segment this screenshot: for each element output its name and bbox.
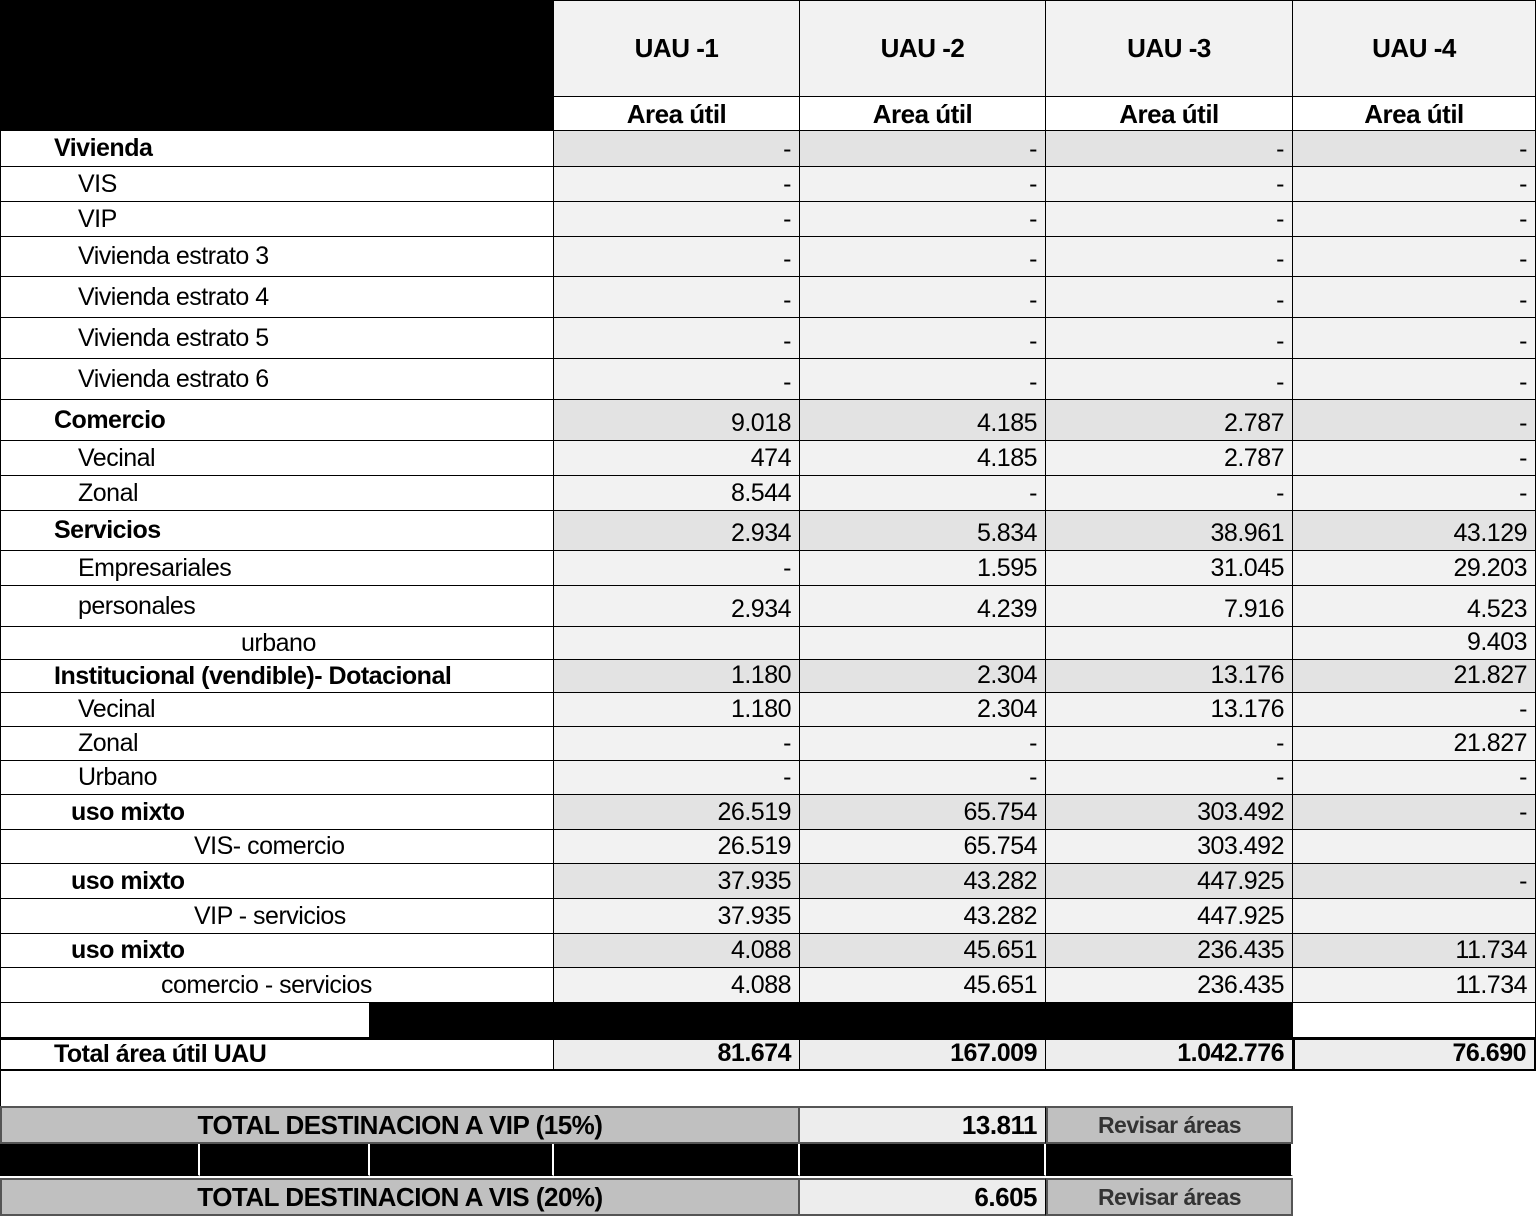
column-subheader-area: Area útil	[800, 97, 1046, 131]
area-value-cell[interactable]: -	[1046, 318, 1293, 359]
area-value-cell[interactable]: -	[1293, 237, 1536, 277]
area-value-cell[interactable]: -	[554, 131, 800, 167]
area-value-cell[interactable]: -	[1293, 131, 1536, 167]
area-value-cell[interactable]: 2.934	[554, 511, 800, 551]
area-value-cell[interactable]: 9.018	[554, 400, 800, 441]
area-value-cell[interactable]: 2.787	[1046, 441, 1293, 476]
column-subheader-area: Area útil	[1046, 97, 1293, 131]
area-value-cell[interactable]: -	[1046, 277, 1293, 318]
category-row-label: uso mixto	[0, 795, 554, 830]
area-value-cell[interactable]: -	[1046, 131, 1293, 167]
area-value-cell[interactable]: 11.734	[1293, 934, 1536, 968]
area-value-cell[interactable]: -	[1293, 476, 1536, 511]
subcategory-row-label: Vecinal	[0, 693, 554, 727]
category-row-label: Servicios	[0, 511, 554, 551]
area-value-cell[interactable]: -	[800, 359, 1046, 400]
area-value-cell[interactable]: 4.185	[800, 441, 1046, 476]
area-value-cell[interactable]: 43.282	[800, 899, 1046, 934]
area-value-cell[interactable]: 1.180	[554, 660, 800, 693]
area-value-cell[interactable]: 1.180	[554, 693, 800, 727]
area-value-cell[interactable]: 447.925	[1046, 899, 1293, 934]
review-areas-status[interactable]: Revisar áreas	[1046, 1178, 1293, 1216]
area-value-cell[interactable]: -	[554, 318, 800, 359]
area-value-cell[interactable]: 45.651	[800, 934, 1046, 968]
area-value-cell[interactable]: -	[1293, 318, 1536, 359]
area-value-cell[interactable]: 65.754	[800, 795, 1046, 830]
area-value-cell[interactable]: -	[554, 761, 800, 795]
subcategory-row-label: Vivienda estrato 6	[0, 359, 554, 400]
area-value-cell[interactable]: 26.519	[554, 830, 800, 864]
subcategory-row-label: Vecinal	[0, 441, 554, 476]
area-value-cell[interactable]: -	[1293, 167, 1536, 202]
area-value-cell[interactable]: -	[800, 237, 1046, 277]
area-value-cell[interactable]: -	[800, 761, 1046, 795]
subcategory-row-label: VIP - servicios	[0, 899, 554, 934]
subcategory-row-label: Zonal	[0, 476, 554, 511]
area-value-cell[interactable]: -	[800, 202, 1046, 237]
spacer-black-cell	[554, 1003, 800, 1038]
area-value-cell[interactable]: -	[800, 131, 1046, 167]
area-value-cell[interactable]: 11.734	[1293, 968, 1536, 1003]
area-value-cell[interactable]: -	[1293, 864, 1536, 899]
category-row-label: Institucional (vendible)- Dotacional	[0, 660, 554, 693]
area-value-cell[interactable]	[554, 627, 800, 660]
area-value-cell[interactable]: -	[1046, 359, 1293, 400]
area-value-cell[interactable]: -	[554, 237, 800, 277]
area-value-cell[interactable]: 2.934	[554, 586, 800, 627]
column-subheader-area: Area útil	[1293, 97, 1536, 131]
area-value-cell[interactable]: 4.088	[554, 934, 800, 968]
area-value-cell[interactable]: -	[800, 476, 1046, 511]
category-row-label: uso mixto	[0, 864, 554, 899]
total-value-cell[interactable]: 1.042.776	[1046, 1038, 1293, 1071]
area-value-cell[interactable]: 31.045	[1046, 551, 1293, 586]
area-value-cell[interactable]: 8.544	[554, 476, 800, 511]
category-row-label: uso mixto	[0, 934, 554, 968]
column-header-uau[interactable]: UAU -1	[554, 0, 800, 97]
area-value-cell[interactable]: 2.304	[800, 693, 1046, 727]
area-value-cell[interactable]: -	[554, 202, 800, 237]
subcategory-row-label: VIS- comercio	[0, 830, 554, 864]
subcategory-row-label: VIS	[0, 167, 554, 202]
separator-black-cell	[554, 1144, 800, 1176]
area-value-cell[interactable]: 1.595	[800, 551, 1046, 586]
subcategory-row-label: Zonal	[0, 727, 554, 761]
area-value-cell[interactable]: -	[800, 727, 1046, 761]
total-value-cell[interactable]: 81.674	[554, 1038, 800, 1071]
subcategory-row-label: Vivienda estrato 3	[0, 237, 554, 277]
area-value-cell[interactable]: -	[554, 359, 800, 400]
area-value-cell[interactable]: 4.523	[1293, 586, 1536, 627]
area-value-cell[interactable]: -	[800, 277, 1046, 318]
column-subheader-area: Area útil	[554, 97, 800, 131]
area-value-cell[interactable]: 4.239	[800, 586, 1046, 627]
column-header-uau[interactable]: UAU -4	[1293, 0, 1536, 97]
area-value-cell[interactable]: -	[554, 551, 800, 586]
area-value-cell[interactable]: -	[554, 727, 800, 761]
area-value-cell[interactable]: 7.916	[1046, 586, 1293, 627]
subcategory-row-label: Empresariales	[0, 551, 554, 586]
area-value-cell[interactable]	[1293, 899, 1536, 934]
area-value-cell[interactable]: 13.176	[1046, 660, 1293, 693]
area-value-cell[interactable]: -	[800, 318, 1046, 359]
area-value-cell[interactable]: 13.176	[1046, 693, 1293, 727]
total-value-cell[interactable]: 167.009	[800, 1038, 1046, 1071]
column-header-uau[interactable]: UAU -3	[1046, 0, 1293, 97]
area-value-cell[interactable]: 21.827	[1293, 660, 1536, 693]
category-row-label: Vivienda	[0, 131, 554, 167]
area-value-cell[interactable]: 43.129	[1293, 511, 1536, 551]
area-value-cell[interactable]: 303.492	[1046, 795, 1293, 830]
spacer-black-cell	[800, 1003, 1046, 1038]
separator-black-cell	[1046, 1144, 1293, 1176]
spacer-cell	[0, 1003, 370, 1038]
area-value-cell[interactable]: 447.925	[1046, 864, 1293, 899]
spacer-black-cell	[370, 1003, 554, 1038]
area-value-cell[interactable]: 9.403	[1293, 627, 1536, 660]
destination-label: TOTAL DESTINACION A VIP (15%)	[0, 1106, 800, 1144]
category-row-label: Comercio	[0, 400, 554, 441]
subcategory-row-label: personales	[0, 586, 554, 627]
review-areas-status[interactable]: Revisar áreas	[1046, 1106, 1293, 1144]
area-value-cell[interactable]: -	[554, 277, 800, 318]
separator-black-cell	[370, 1144, 554, 1176]
area-value-cell[interactable]: 29.203	[1293, 551, 1536, 586]
area-value-cell[interactable]: 37.935	[554, 864, 800, 899]
area-value-cell[interactable]: -	[1046, 237, 1293, 277]
area-value-cell[interactable]: 5.834	[800, 511, 1046, 551]
area-value-cell[interactable]: 4.185	[800, 400, 1046, 441]
area-value-cell[interactable]: 2.304	[800, 660, 1046, 693]
area-value-cell[interactable]: -	[1293, 359, 1536, 400]
separator-black-cell	[0, 1144, 200, 1176]
destination-value[interactable]: 6.605	[800, 1178, 1046, 1216]
area-value-cell[interactable]: -	[1293, 441, 1536, 476]
total-row-label: Total área útil UAU	[0, 1038, 554, 1071]
area-value-cell[interactable]: -	[1046, 761, 1293, 795]
blank-row	[0, 1071, 1293, 1106]
area-value-cell[interactable]: 236.435	[1046, 968, 1293, 1003]
column-header-uau[interactable]: UAU -2	[800, 0, 1046, 97]
subcategory-row-label: Vivienda estrato 4	[0, 277, 554, 318]
area-value-cell[interactable]: -	[554, 167, 800, 202]
area-value-cell[interactable]: 303.492	[1046, 830, 1293, 864]
area-value-cell[interactable]: -	[1293, 400, 1536, 441]
subcategory-row-label: Urbano	[0, 761, 554, 795]
separator-black-cell	[200, 1144, 370, 1176]
area-value-cell[interactable]: 2.787	[1046, 400, 1293, 441]
area-value-cell[interactable]: -	[1293, 277, 1536, 318]
area-value-cell[interactable]: -	[1046, 727, 1293, 761]
subcategory-row-label: urbano	[0, 627, 554, 660]
separator-black-cell	[800, 1144, 1046, 1176]
area-value-cell[interactable]	[1293, 830, 1536, 864]
area-value-cell[interactable]: -	[1293, 693, 1536, 727]
area-value-cell[interactable]: -	[800, 167, 1046, 202]
area-value-cell[interactable]	[800, 627, 1046, 660]
spacer-black-cell	[1046, 1003, 1293, 1038]
area-value-cell[interactable]: -	[1293, 761, 1536, 795]
area-value-cell[interactable]: 45.651	[800, 968, 1046, 1003]
area-value-cell[interactable]: 4.088	[554, 968, 800, 1003]
subcategory-row-label: comercio - servicios	[0, 968, 554, 1003]
area-value-cell[interactable]: -	[1293, 795, 1536, 830]
area-value-cell[interactable]: -	[1293, 202, 1536, 237]
area-value-cell[interactable]: 474	[554, 441, 800, 476]
area-value-cell[interactable]: -	[1046, 167, 1293, 202]
destination-label: TOTAL DESTINACION A VIS (20%)	[0, 1178, 800, 1216]
area-value-cell[interactable]: 38.961	[1046, 511, 1293, 551]
destination-value[interactable]: 13.811	[800, 1106, 1046, 1144]
area-value-cell[interactable]: 26.519	[554, 795, 800, 830]
area-value-cell[interactable]: 37.935	[554, 899, 800, 934]
total-value-cell[interactable]: 76.690	[1293, 1038, 1536, 1071]
area-value-cell[interactable]: 43.282	[800, 864, 1046, 899]
area-value-cell[interactable]	[1046, 627, 1293, 660]
spacer-cell	[1293, 1003, 1536, 1038]
area-value-cell[interactable]: 65.754	[800, 830, 1046, 864]
area-value-cell[interactable]: -	[1046, 476, 1293, 511]
area-value-cell[interactable]: 236.435	[1046, 934, 1293, 968]
subcategory-row-label: Vivienda estrato 5	[0, 318, 554, 359]
area-value-cell[interactable]: 21.827	[1293, 727, 1536, 761]
area-value-cell[interactable]: -	[1046, 202, 1293, 237]
header-blank-block	[0, 0, 554, 131]
subcategory-row-label: VIP	[0, 202, 554, 237]
